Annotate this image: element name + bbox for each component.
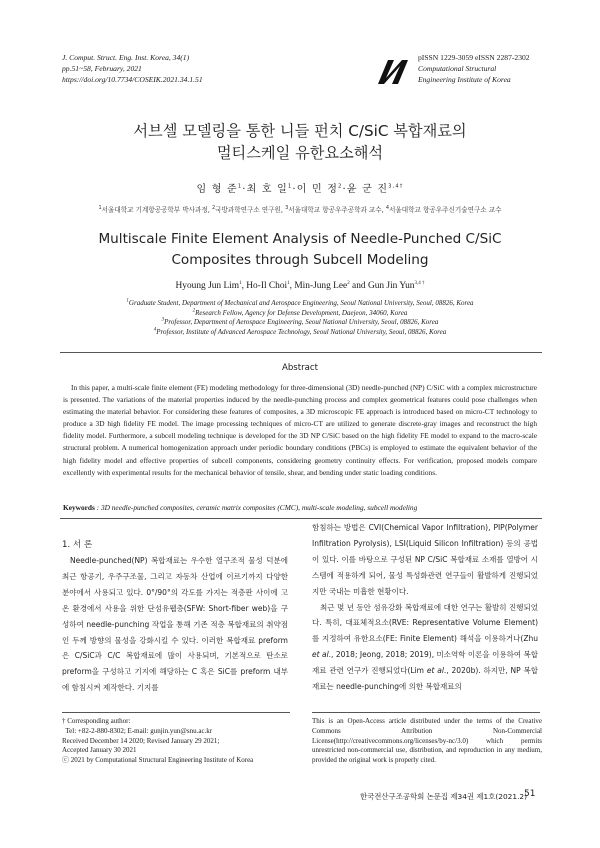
footnote-contact: Tel: +82-2-880-8302; E-mail: gunjin.yun@snu.ac.kr bbox=[62, 726, 213, 735]
footnote-rule-right bbox=[312, 712, 540, 713]
institute-line-2: Engineering Institute of Korea bbox=[418, 75, 511, 85]
title-english bbox=[0, 229, 600, 271]
aff-ko-mark: 1 bbox=[98, 204, 102, 211]
title-korean bbox=[0, 120, 600, 164]
author-ko-4: 윤 군 진 bbox=[346, 184, 389, 195]
aff-en-mark: 4 bbox=[153, 327, 157, 333]
issn: pISSN 1229-3059 eISSN 2287-2302 bbox=[418, 53, 530, 62]
journal-info bbox=[418, 52, 530, 86]
author-ko-1-mark: 1 bbox=[237, 183, 243, 190]
aff-ko-mark: 3 bbox=[285, 204, 289, 211]
aff-ko-4: 서울대학교 항공우주신기술연구소 교수 bbox=[389, 206, 502, 214]
para2-text-c: ., 2020b). 하지만, NP 복합재료는 needle-punching에 의한 복합재료의 bbox=[312, 666, 538, 692]
journal-citation bbox=[62, 52, 203, 86]
author-en-3-mark: 2 bbox=[347, 280, 350, 286]
aff-ko-3: 서울대학교 항공우주공학과 교수, bbox=[288, 206, 386, 214]
left-column bbox=[62, 553, 288, 696]
abstract-body bbox=[63, 382, 537, 479]
affiliations-korean bbox=[40, 204, 560, 214]
aff-ko-2: 국방과학연구소 연구원, bbox=[215, 206, 286, 214]
license-footnote: This is an Open-Access article distributed under the terms of the Creative Commons Attribution Non-Commercial License(http://creativecommons.org/licenses/by-nc/3.0) which permits unrestricted non-commercial use, distribution, and reproduction in any medium, provided the original work is properly cited. bbox=[312, 717, 542, 765]
aff-en-text: Research Fellow, Agency for Defense Development, Daejeon, 34060, Korea bbox=[195, 308, 408, 317]
abstract-top-rule bbox=[60, 352, 542, 353]
author-en-4-mark: 3,4 † bbox=[414, 280, 425, 286]
affiliations-english bbox=[40, 299, 560, 337]
author-ko-sep: · bbox=[292, 184, 297, 195]
aff-en-mark: 1 bbox=[126, 298, 129, 304]
para2-etal: et al bbox=[312, 650, 329, 660]
institute-line-1: Computational Structural bbox=[418, 64, 497, 74]
author-ko-3-mark: 2 bbox=[338, 183, 343, 190]
keywords-label: Keywords bbox=[63, 503, 95, 512]
keywords bbox=[63, 503, 543, 512]
aff-en-text: Professor, Institute of Advanced Aerospace Technology, Seoul National University, Seoul, 08826, Korea bbox=[156, 327, 447, 336]
aff-en-text: Professor, Department of Aerospace Engineering, Seoul National University, Seoul, 08826, Korea bbox=[164, 318, 439, 327]
doi-link[interactable]: https://doi.org/10.7734/COSEIK.2021.34.1.51 bbox=[62, 75, 203, 85]
aff-en-3 bbox=[40, 318, 560, 328]
intro-paragraph-2 bbox=[312, 600, 538, 695]
authors-korean bbox=[0, 180, 600, 195]
keywords-bottom-rule bbox=[60, 518, 542, 519]
author-en-2: Ho-Il Choi bbox=[246, 281, 288, 291]
author-en-3: Min-Jung Lee bbox=[294, 281, 348, 291]
intro-paragraph-1-cont: 함침하는 방법은 CVI(Chemical Vapor Infiltration), PIP(Polymer Infiltration Pyrolysis), LSI(Liquid Silicon Infiltration) 등의 공법이 있다. 이를 바탕으로 구성된 NP C/SiC 복합재료 소재를 열방어 시스템에 적용하게 되어, 물성 특성화관련 연구들이 활발하게 진행되었지만 국내는 미흡한 현황이다. bbox=[312, 523, 538, 596]
section-heading: 1. 서 론 bbox=[62, 540, 93, 550]
aff-ko-mark: 4 bbox=[385, 204, 390, 211]
author-ko-sep: · bbox=[342, 184, 347, 195]
footnote-corresponding: † Corresponding author: bbox=[62, 717, 131, 725]
keywords-text: 3D needle-punched composites, ceramic matrix composites (CMC), multi-scale modeling, subcell modeling bbox=[100, 503, 418, 512]
aff-en-4 bbox=[40, 328, 560, 338]
author-ko-1: 임 형 준 bbox=[196, 184, 238, 195]
abstract-text: In this paper, a multi-scale finite element (FE) modeling methodology for three-dimensional (3D) needle-punched (NP) C/SiC with a complex microstructure is presented. The variations of the material properties induced by the needle-punching process and complex geometrical features could pose challenges when estimating the material behavior. For considering these features of composites, a 3D microscopic FE approach is introduced based on micro-CT technology to produce a 3D high fidelity FE model. The image processing techniques of micro-CT are utilized to generate discrete-gray images and reconstruct the high fidelity model. Furthermore, a subcell modeling technique is developed for the 3D NP C/SiC based on the high fidelity FE model to expand to the macro-scale structural problem. A numerical homogenization approach under periodic boundary conditions (PBCs) is employed to estimate the equivalent behavior of the high fidelity model and effective properties of subcell components, considering geometry continuity effects. For verification, proposed models compare excellently with experimental results for the mechanical behavior of tensile, shear, and bending under static loading conditions. bbox=[63, 383, 537, 477]
author-en-sep: , bbox=[241, 281, 247, 291]
author-en-1: Hyoung Jun Lim bbox=[175, 281, 240, 291]
author-ko-4-mark: 3,4† bbox=[388, 183, 404, 190]
intro-paragraph-1: Needle-punched(NP) 복합재료는 우수한 열구조적 물성 덕분에 최근 항공기, 우주구조물, 그리고 자동차 산업에 이르기까지 다양한 분야에서 사용되고 있다. 0°/90°의 각도를 가지는 적층판 사이에 고온 환경에서 사용을 위한 단섬유웹층(SFW: Short-fiber web)을 구성하여 needle-punching 작업을 통해 기존 적층 복합재료의 취약점인 두께 방향의 물성을 강화시킬 수 있다. 이러한 복합재료 preform은 C/SiC과 C/C 복합재료에 많이 사용되며, 기본적으로 탄소로 preform을 구성하고 기지에 해당하는 C 혹은 SiC를 preform 내부에 함침시켜 제작한다. 기지를 bbox=[62, 556, 288, 693]
title-korean-line-1: 서브셀 모델링을 통한 니들 펀치 C/SiC 복합재료의 bbox=[133, 122, 467, 140]
author-ko-2: 최 호 일 bbox=[246, 184, 288, 195]
author-en-sep: and bbox=[349, 281, 368, 291]
aff-en-1 bbox=[40, 299, 560, 309]
footnote-received: Received December 14 2020; Revised January 29 2021; bbox=[62, 736, 220, 745]
author-en-2-mark: 1 bbox=[287, 280, 290, 286]
author-en-sep: , bbox=[289, 281, 295, 291]
aff-ko-mark: 2 bbox=[211, 204, 216, 211]
author-ko-2-mark: 1 bbox=[287, 183, 293, 190]
author-en-4: Gun Jin Yun bbox=[367, 281, 415, 291]
page-number: 51 bbox=[524, 789, 536, 799]
footer-journal: 한국전산구조공학회 논문집 제34권 제1호(2021.2) bbox=[360, 792, 528, 801]
footnote-accepted: Accepted January 30 2021 bbox=[62, 746, 137, 755]
para2-text-b: ., 2018; Jeong, 2018; 2019), 미소역학 이론을 이용하여 복합재료 관련 연구가 진행되었다(Lim bbox=[312, 650, 538, 676]
aff-ko-1: 서울대학교 기계항공공학부 박사과정, bbox=[101, 206, 212, 214]
title-english-line-2: Composites through Subcell Modeling bbox=[171, 252, 429, 268]
authors-english bbox=[0, 281, 600, 291]
author-ko-sep: · bbox=[242, 184, 247, 195]
journal-volume: J. Comput. Struct. Eng. Inst. Korea, 34(1) bbox=[62, 53, 190, 62]
aff-en-mark: 2 bbox=[192, 308, 196, 314]
aff-en-text: Graduate Student, Department of Mechanical and Aerospace Engineering, Seoul National University, Seoul, 08826, Korea bbox=[128, 299, 474, 307]
title-english-line-1: Multiscale Finite Element Analysis of Needle-Punched C/SiC bbox=[98, 231, 502, 247]
author-en-1-mark: 1 bbox=[239, 280, 242, 286]
keywords-sep: : bbox=[94, 503, 101, 512]
abstract-heading: Abstract bbox=[281, 363, 319, 373]
cseik-logo-icon bbox=[376, 56, 410, 86]
corresponding-author-footnote bbox=[62, 717, 302, 766]
para2-text-a: 최근 몇 년 동안 섬유강화 복합재료에 대한 연구는 활발히 진행되었다. 특히, 대표체적요소(RVE: Representative Volume Element)를 지정하여 유한요소(FE: Finite Element) 해석을 이용하거나(Zhu bbox=[312, 602, 538, 644]
footnote-copyright: ⓒ 2021 by Computational Structural Engineering Institute of Korea bbox=[62, 756, 254, 765]
journal-pages: pp.51~58, February, 2021 bbox=[62, 64, 142, 74]
title-korean-line-2: 멀티스케일 유한요소해석 bbox=[216, 144, 384, 162]
right-column bbox=[312, 520, 538, 695]
aff-en-2 bbox=[40, 309, 560, 319]
footnote-rule-left bbox=[62, 712, 290, 713]
author-ko-3: 이 민 정 bbox=[296, 184, 339, 195]
aff-en-mark: 3 bbox=[161, 317, 165, 323]
para2-etal: et al bbox=[426, 666, 444, 676]
